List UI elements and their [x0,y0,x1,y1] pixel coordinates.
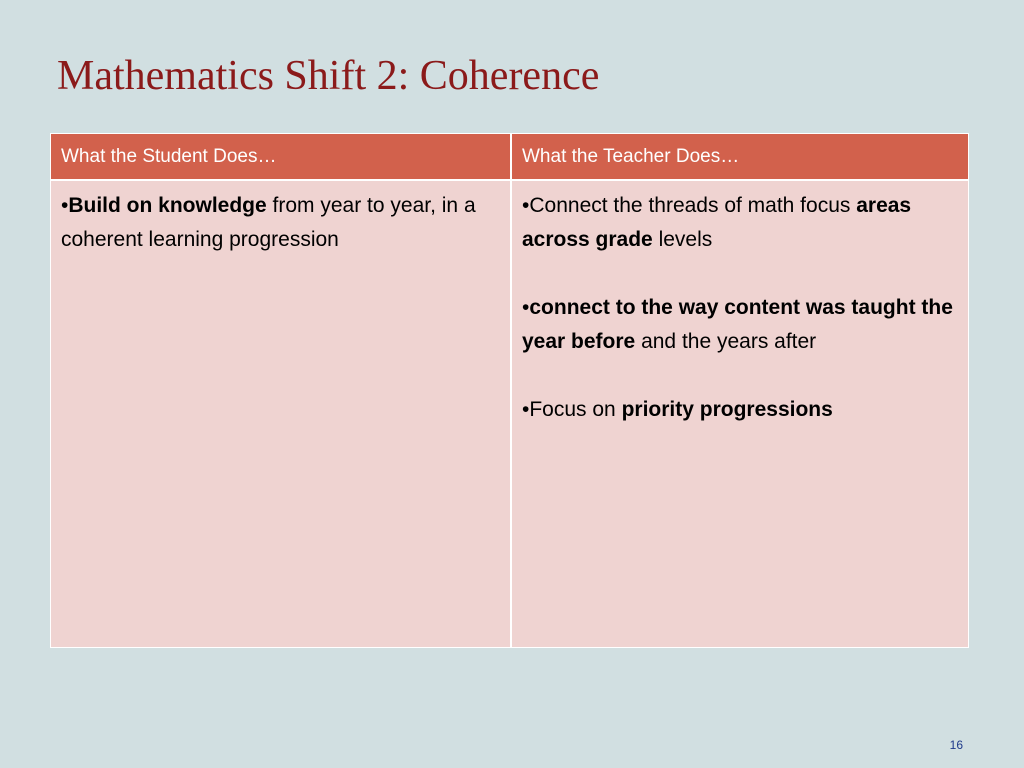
bullet-marker: • [61,194,69,217]
header-student: What the Student Does… [51,134,510,179]
cell-teacher [512,181,968,647]
student-bullet-1-text: from year to year, in a coherent learning progression [61,194,476,251]
teacher-bullet-1 [522,189,956,257]
teacher-bullet-1-text: Connect the threads of math focus [529,194,857,217]
teacher-bullet-3-text: Focus on [529,398,622,421]
teacher-bullet-1-bold: areas across grade [522,194,912,251]
slide-title: Mathematics Shift 2: Coherence [57,53,600,99]
teacher-bullet-2-bold: connect to the way content was taught the year before [522,296,953,353]
page-number: 16 [949,738,963,752]
bullet-marker: • [522,194,530,217]
cell-student [51,181,510,647]
student-bullet-1-bold: Build on knowledge [68,194,267,217]
student-bullet-1 [61,189,498,257]
teacher-bullet-3-bold: priority progressions [621,398,833,421]
header-teacher: What the Teacher Does… [512,134,968,179]
teacher-bullet-2-rest: and the years after [635,330,817,353]
teacher-bullet-2 [522,291,956,359]
teacher-bullet-3 [522,393,956,427]
bullet-marker: • [522,398,530,421]
comparison-table [50,133,969,648]
bullet-marker: • [522,296,530,319]
teacher-bullet-1-rest: levels [652,228,713,251]
